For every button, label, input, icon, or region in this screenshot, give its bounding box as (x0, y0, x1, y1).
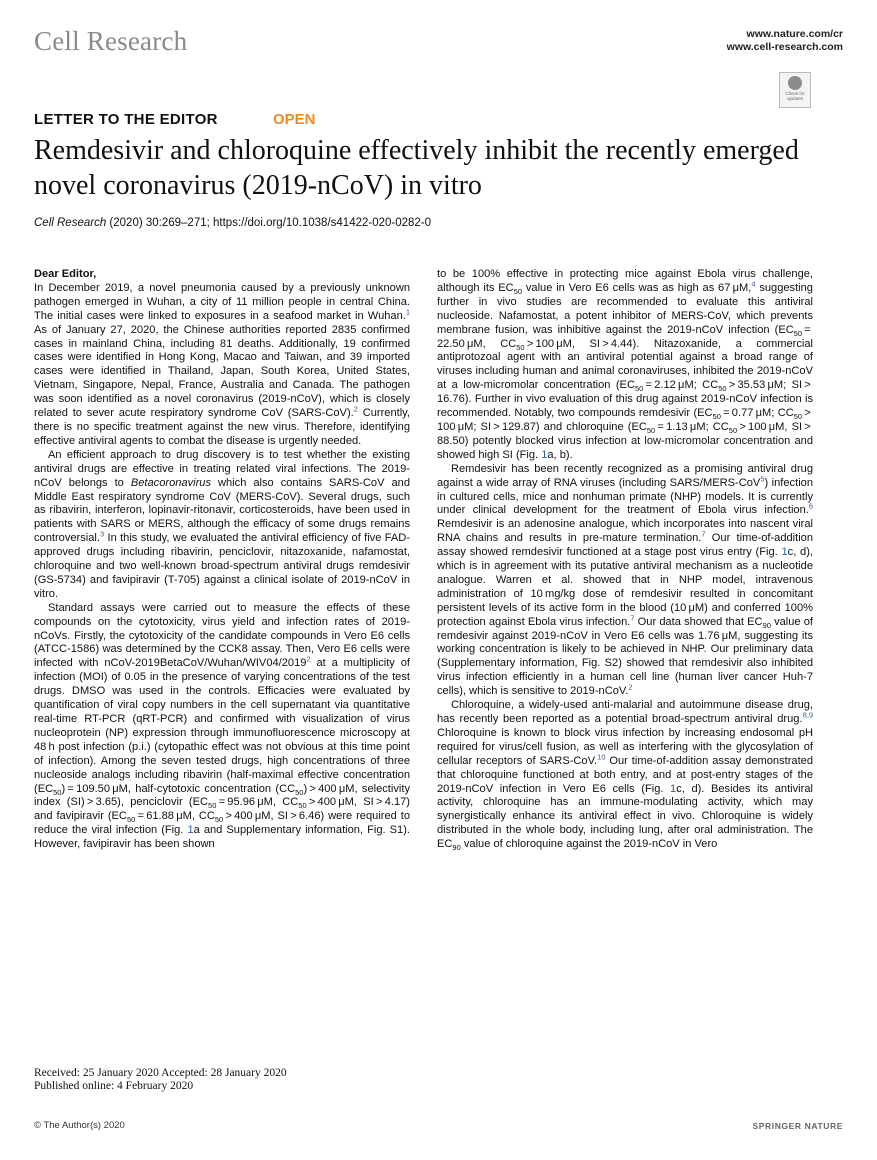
paragraph-5: Remdesivir has been recently recognized as a promising antiviral drug against a wide array of RNA viruses (including SARS/MERS-CoV$^5$) infection in cultured cells, mice and nonhuman primate (NHP) models. It is currently under clinical development for the treatment of Ebola virus infection.$^6$ Remdesivir is an adenosine analogue, which incorporates into nascent viral RNA chains and results in pre-mature termination.$^7$ Our time-of-addition assay showed remdesivir functioned at a stage post virus entry (Fig. 1c, d), which is in agreement with its putative antiviral mechanism as a nucleotide analogue. Warren et al. showed that in NHP model, intravenous administration of 10 mg/kg dose of remdesivir resulted in concomitant persistent levels of its active form in the blood (10 μM) and conferred 100% protection against Ebola virus infection.$^7$ Our data showed that $EC_{90}$ value of remdesivir against 2019-nCoV in Vero E6 cells was 1.76 μM, suggesting its working concentration is likely to be achieved in NHP. Our preliminary data (Supplementary information, Fig. S2) showed that remdesivir also inhibited virus infection efficiently in a human cell line (human liver cancer Huh-7 cells), which is sensitive to 2019-nCoV.$^2$ (437, 462, 814, 698)
paragraph-1: In December 2019, a novel pneumonia caused by a previously unknown pathogen emerged in Wuhan, a city of 11 million people in central China. The initial cases were linked to exposures in a seafood market in Wuhan.$^1$ As of January 27, 2020, the Chinese authorities reported 2835 confirmed cases in mainland China, including 81 deaths. Additionally, 19 confirmed cases were identified in Hong Kong, Macao and Taiwan, and 39 imported cases were identified in Thailand, Japan, South Korea, United States, Vietnam, Singapore, Nepal, France, Australia and Canada. The pathogen was soon identified as a novel coronavirus (2019-nCoV), which is closely related to sever acute respiratory syndrome CoV (SARS-CoV).$^2$ Currently, there is no specific treatment against the new virus. Therefore, identifying effective antiviral agents to combat the disease is urgently needed. (34, 281, 410, 447)
paragraph-4: to be 100% effective in protecting mice against Ebola virus challenge, although its $EC_{50}$ value in Vero E6 cells was as high as 67 μM,$^4$ suggesting further in vivo studies are recommended to evaluate this antiviral nucleoside. Nafamostat, a potent inhibitor of MERS-CoV, which prevents membrane fusion, was inhibitive against the 2019-nCoV infection ($EC_{50} = 22.50$ μM, $CC_{50} > 100$ μM, SI > 4.44). Nitazoxanide, a commercial antiprotozoal agent with an antiviral potential against a broad range of viruses including human and animal coronaviruses, inhibited the 2019-nCoV at a low-micromolar concentration ($EC_{50} = 2.12$ μM; $CC_{50} > 35.53$ μM; SI > 16.76). Further in vivo evaluation of this drug against 2019-nCoV infection is recommended. Notably, two compounds remdesivir ($EC_{50} = 0.77$ μM; $CC_{50} > 100$ μM; SI > 129.87) and chloroquine ($EC_{50} = 1.13$ μM; $CC_{50} > 100$ μM, SI > 88.50) potently blocked virus infection at low-micromolar concentration and showed high SI (Fig. 1a, b). (437, 268, 813, 461)
greeting: Dear Editor, (34, 268, 97, 280)
paragraph-2: An efficient approach to drug discovery is to test whether the existing antiviral drugs are effective in treating related viral infections. The 2019-nCoV belongs to Betacoronavirus which also contains SARS-CoV and Middle East respiratory syndrome CoV (MERS-CoV). Several drugs, such as ribavirin, interferon, lopinavir-ritonavir, corticosteroids, have been used in patients with SARS or MERS, although the efficacy of some drugs remains controversial.$^3$ In this study, we evaluated the antiviral efficiency of five FAD-approved drugs including ribavirin, penciclovir, nitazoxanide, nafamostat, chloroquine and two well-known broad-spectrum antiviral drugs remdesivir (GS-5734) and favipiravir (T-705) against a clinical isolate of 2019-nCoV in vitro. (34, 448, 410, 600)
body-column-left (34, 268, 410, 852)
paragraph-3: Standard assays were carried out to measure the effects of these compounds on the cytotoxicity, virus yield and infection rates of 2019-nCoVs. Firstly, the cytotoxicity of the candidate compounds in Vero E6 cells (ATCC-1586) was determined by the CCK8 assay. Then, Vero E6 cells were infected with nCoV-2019BetaCoV/Wuhan/WIV04/2019$^2$ at a multiplicity of infection (MOI) of 0.05 in the presence of varying concentrations of the test drugs. DMSO was used in the controls. Efficacies were evaluated by quantification of viral copy numbers in the cell supernatant via quantitative real-time RT-PCR (qRT-PCR) and confirmed with visualization of virus nucleoprotein (NP) expression through immunofluorescence microscopy at 48 h post infection (p.i.) (cytopathic effect was not obvious at this time point of infection). Among the seven tested drugs, high concentrations of three nucleoside analogs including ribavirin (half-maximal effective concentration $(EC_{50}) = 109.50$ μM, half-cytotoxic concentration $(CC_{50}) > 400$ μM, selectivity index (SI) > 3.65), penciclovir ($EC_{50} = 95.96$ μM, $CC_{50} > 400$ μM, SI > 4.17) and favipiravir ($EC_{50} = 61.88$ μM, $CC_{50} > 400$ μM, SI > 6.46) were required to reduce the viral infection (Fig. 1a and Supplementary information, Fig. S1). However, favipiravir has been shown (34, 601, 410, 851)
journal-urls (727, 28, 843, 54)
citation-journal: Cell Research (34, 217, 107, 229)
open-access-label: OPEN (273, 111, 316, 128)
publisher-logo: SPRINGER NATURE (752, 1121, 843, 1131)
citation (34, 217, 431, 229)
copyright: © The Author(s) 2020 (34, 1120, 125, 1131)
journal-name: Cell Research (34, 26, 188, 56)
body-column-right (437, 268, 813, 852)
journal-url-nature[interactable]: www.nature.com/cr (746, 28, 843, 40)
journal-url-cellresearch[interactable]: www.cell-research.com (726, 41, 843, 53)
check-for-updates-badge[interactable] (779, 72, 811, 108)
article-type: LETTER TO THE EDITOR (34, 111, 218, 128)
check-updates-label: Check for updates (785, 91, 805, 101)
check-updates-icon (788, 76, 802, 90)
citation-doi[interactable]: (2020) 30:269–271; https://doi.org/10.1038/s41422-020-0282-0 (106, 217, 432, 229)
received-accepted-dates: Received: 25 January 2020 Accepted: 28 January 2020 (34, 1067, 287, 1079)
article-title: Remdesivir and chloroquine effectively inhibit the recently emerged novel coronavirus (2019-nCoV) in vitro (34, 135, 799, 201)
paragraph-6: Chloroquine, a widely-used anti-malarial and autoimmune disease drug, has recently been reported as a potential broad-spectrum antiviral drug.$^{8,9}$ Chloroquine is known to block virus infection by increasing endosomal pH required for virus/cell fusion, as well as interfering with the glycosylation of cellular receptors of SARS-CoV.$^{10}$ Our time-of-addition assay demonstrated that chloroquine functioned at both entry, and at post-entry stages of the 2019-nCoV infection in Vero E6 cells (Fig. 1c, d). Besides its antiviral activity, chloroquine has an immune-modulating activity, which may synergistically enhance its antiviral effect in vivo. Chloroquine is widely distributed in the whole body, including lung, after oral administration. The $EC_{90}$ value of chloroquine against the 2019-nCoV in Vero (437, 699, 813, 853)
article-dates (34, 1067, 287, 1093)
published-date: Published online: 4 February 2020 (34, 1080, 194, 1092)
